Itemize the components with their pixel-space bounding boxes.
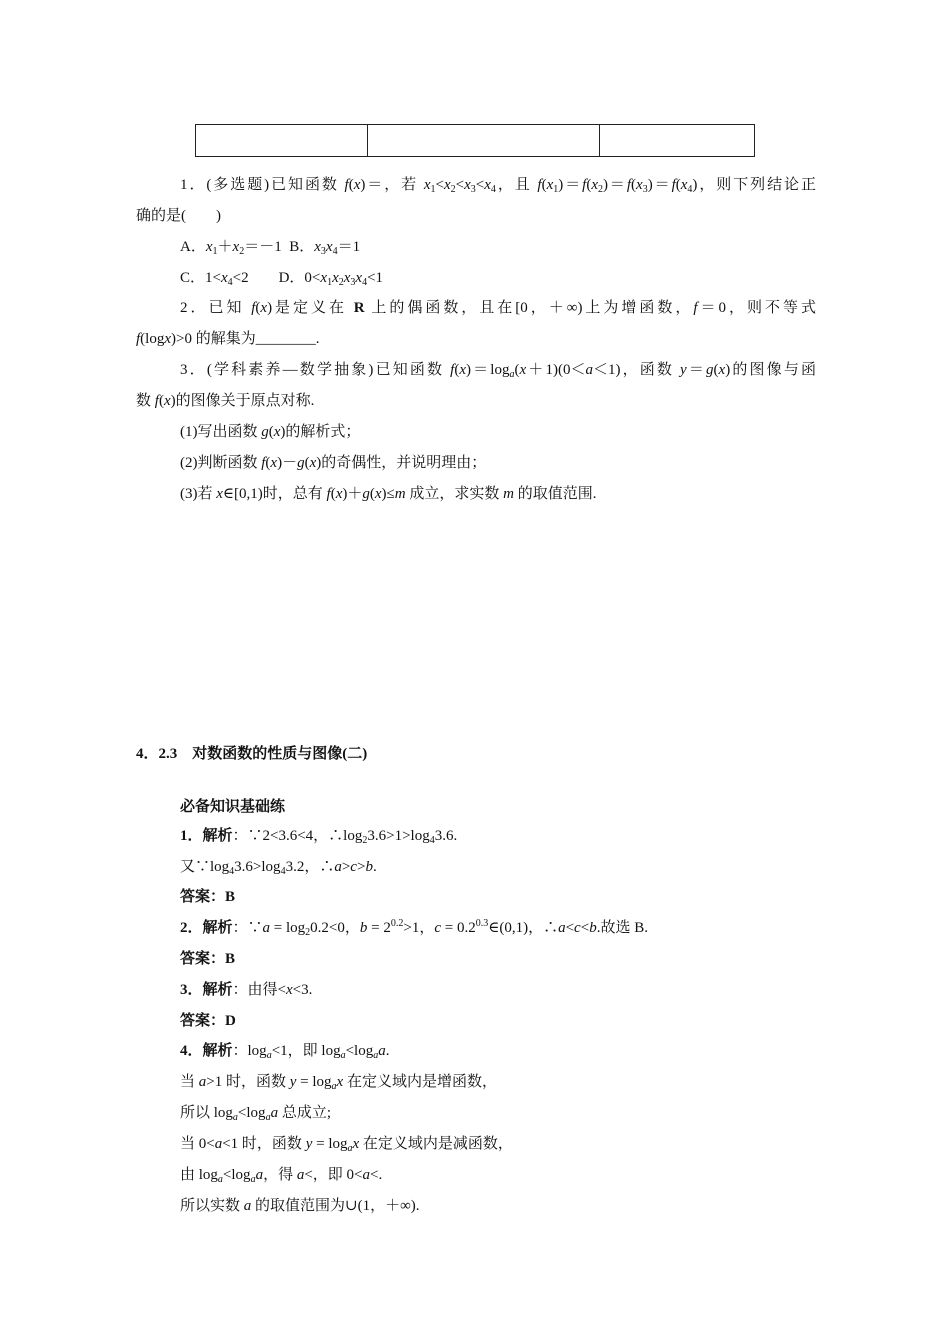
problem-1-options-cd-visual: C．$1<x_4<2$ D．$0<x_1x_2x_3x_4<1$ (180, 270, 384, 288)
problem-2-line-2: f(logx)>0 的解集为________. (136, 331, 320, 347)
section-title: 4．2.3 对数函数的性质与图像(二) (136, 746, 368, 762)
problem-1-line-1: 1．(多选题)已知函数 f(x)＝，若 $x_1<x_2<x_3<x_4$，且 $f(x_1)=f(x_2)=f(x_3)=f(x_4)$，则下列结论正 (180, 177, 816, 195)
table-cell (196, 125, 368, 157)
answer-3-line-1: 3．解析：由得<x<3. (180, 982, 313, 998)
answer-2-result: 答案：B (180, 951, 236, 967)
problem-3-q3-visual: (3)若 x∈[0,1)时，总有 f(x)＋g(x)≤m 成立，求实数 m 的取值范围. (180, 486, 597, 502)
answer-4-line-5-visual: 由 $\log_a<\log_aa$，得 a<，即 0<a<. (180, 1167, 383, 1185)
answer-4-line-4-visual: 当 0<a<1 时，函数 $y = \log_ax$ 在定义域内是减函数， (180, 1136, 513, 1154)
answer-1-result: 答案：B (180, 889, 236, 905)
answer-1-line-2-visual: 又$\because\log_43.6>\log_43.2$，∴a>c>b. (180, 859, 377, 877)
problem-1-line-2: 确的是( ) (136, 208, 221, 224)
answer-2-line-1-visual: 2．解析：∵a = $\log_20.2<0$，$b = 2^{0.2}>1$，$c = 0.2^{0.3}\in(0,1)$，∴a<c<b.故选 B. (180, 918, 648, 938)
empty-table (195, 124, 755, 157)
problem-3-line-1: 3．(学科素养—数学抽象)已知函数 $f(x)=\log_a(x+1)(0<a<1)$，函数 y＝g(x)的图像与函 (180, 362, 816, 380)
answer-4-line-3-visual: 所以 $\log_a<\log_aa$ 总成立; (180, 1105, 331, 1123)
subsection-title: 必备知识基础练 (180, 799, 286, 815)
answer-4-line-2-visual: 当 a>1 时，函数 $y = \log_ax$ 在定义域内是增函数， (180, 1074, 497, 1092)
problem-3-line-2: 数 f(x)的图像关于原点对称. (136, 393, 315, 409)
problem-3-q1-visual: (1)写出函数 g(x)的解析式； (180, 424, 361, 440)
answer-4-line-6-visual: 所以实数 a 的取值范围为∪(1，＋∞). (180, 1198, 420, 1214)
table-cell (600, 125, 755, 157)
answer-3-result: 答案：D (180, 1013, 236, 1029)
problem-3-q2-visual: (2)判断函数 f(x)－g(x)的奇偶性，并说明理由； (180, 455, 487, 471)
answer-1-line-1-visual: 1．解析：∵2<3.6<4，$\therefore\log_23.6>1>\log_43.6$. (180, 828, 458, 846)
problem-2-line-1: 2．已知 f(x)是定义在 R 上的偶函数，且在[0，＋∞)上为增函数，f＝0，则不等式 (180, 300, 817, 316)
problem-1-options-ab-visual: A．$x_1+x_2=-1$ B．$x_3x_4=1$ (180, 239, 361, 257)
answer-4-line-1-visual: 4．解析：$\log_a<1$，即 $\log_a<\log_aa$. (180, 1043, 390, 1061)
table-cell (368, 125, 600, 157)
